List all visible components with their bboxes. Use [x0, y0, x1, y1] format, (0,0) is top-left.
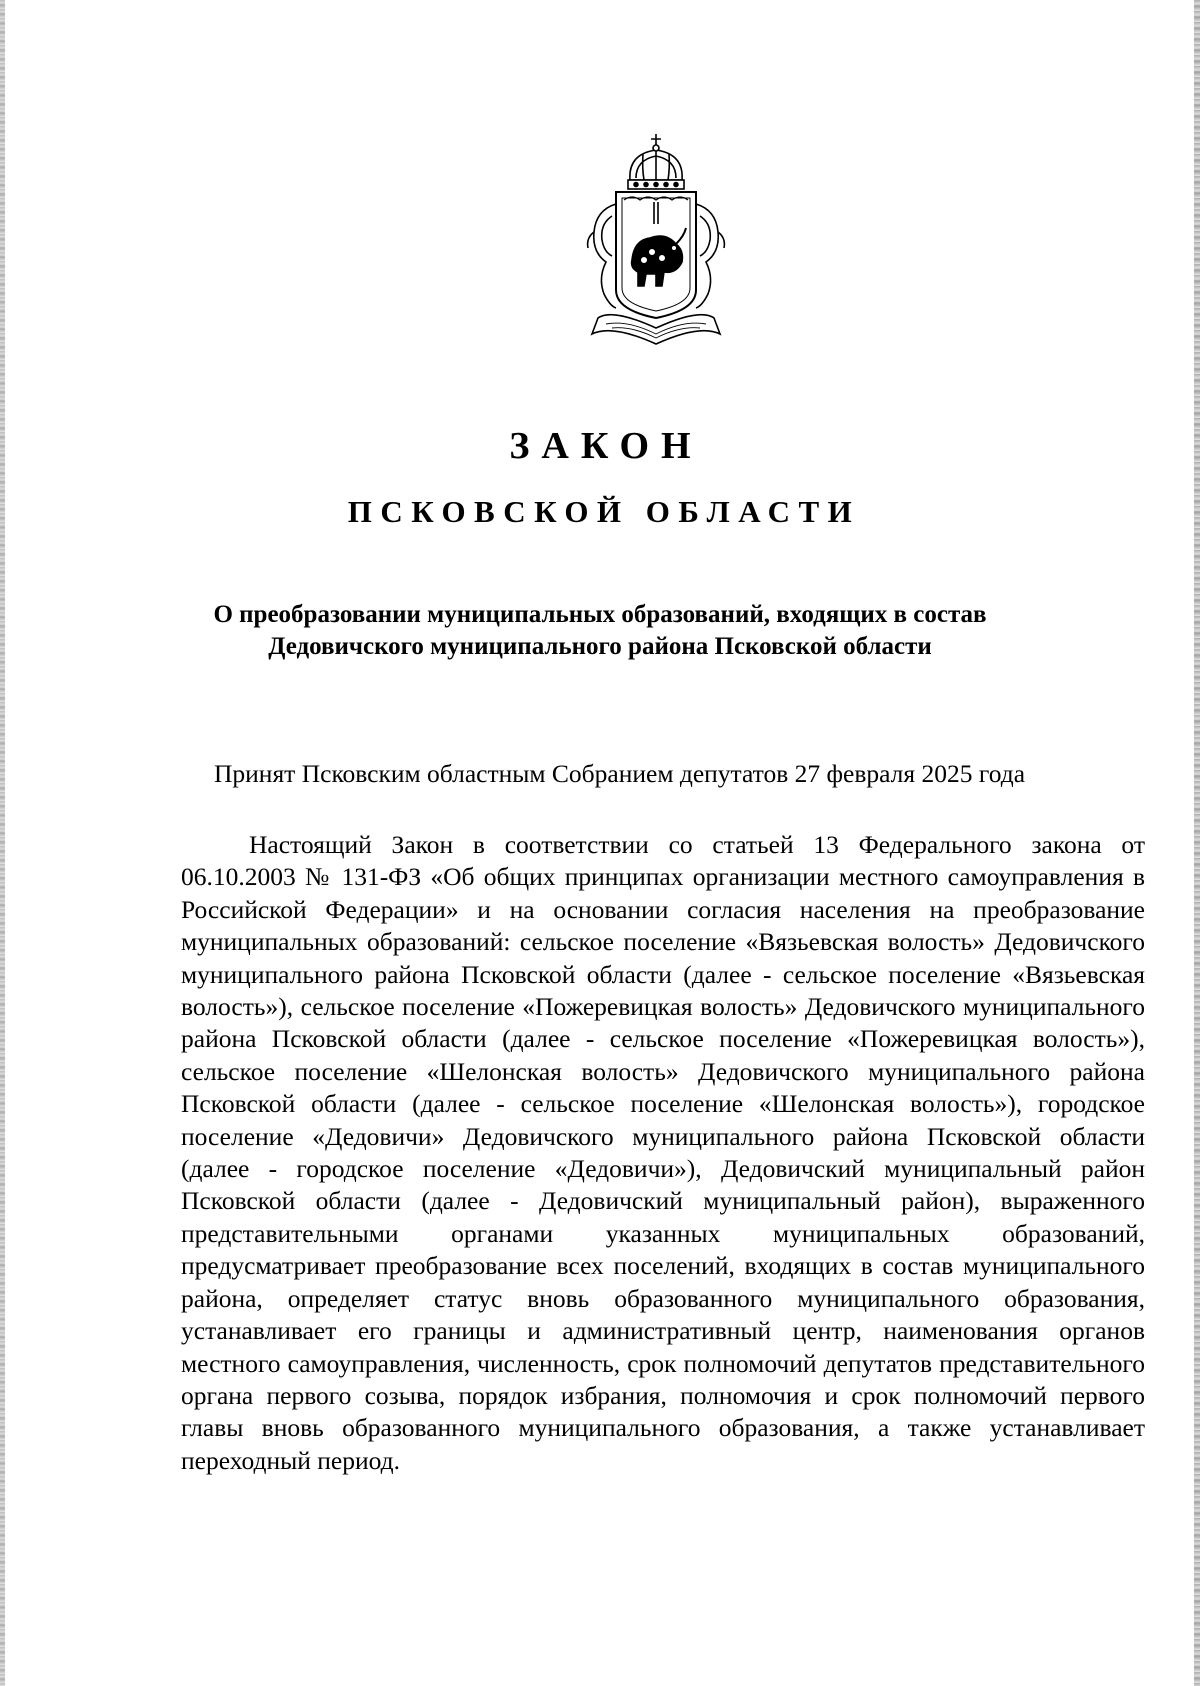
adoption-note: Принят Псковским областным Собранием депутатов 27 февраля 2025 года — [214, 759, 1026, 788]
scan-edge-left — [0, 0, 5, 1686]
preamble-paragraph: Настоящий Закон в соответствии со статьей 13 Федерального закона от 06.10.2003 № 131-ФЗ «Об общих принципах организации местного самоуправления в Российской Федерации» и на основании согласия населения на преобразование муниципальных образований: сельское поселение «Вязьевская волость» Дедовичского муниципального района Псковской области (далее - сельское поселение «Вязьевская волость»), сельское поселение «Пожеревицкая волость» Дедовичского муниципального района Псковской области (далее - сельское поселение «Пожеревицкая волость»), сельское поселение «Шелонская волость» Дедовичского муниципального района Псковской области (далее - сельское поселение «Шелонская волость»), городское поселение «Дедовичи» Дедовичского муниципального района Псковской области (далее - городское поселение «Дедовичи»), Дедовичский муниципальный район Псковской области (далее - Дедовичский муниципальный район), выраженного представительными органами указанных муниципальных образований, предусматривает преобразование всех поселений, входящих в состав муниципального района, определяет статус вновь образованного муниципального образования, устанавливает его границы и административный центр, наименования органов местного самоуправления, численность, срок полномочий депутатов представительного органа первого созыва, порядок избрания, полномочия и срок полномочий первого главы вновь образованного муниципального образования, а также устанавливает переходный период. — [181, 830, 1145, 1475]
scan-edge-right — [1194, 0, 1200, 1686]
law-title: ЗАКОН — [509, 425, 703, 467]
coat-of-arms-emblem — [572, 128, 740, 360]
law-subject: О преобразовании муниципальных образований, входящих в состав Дедовичского муниципального района Псковской области — [213, 601, 987, 660]
law-region-title: ПСКОВСКОЙ ОБЛАСТИ — [347, 494, 861, 529]
